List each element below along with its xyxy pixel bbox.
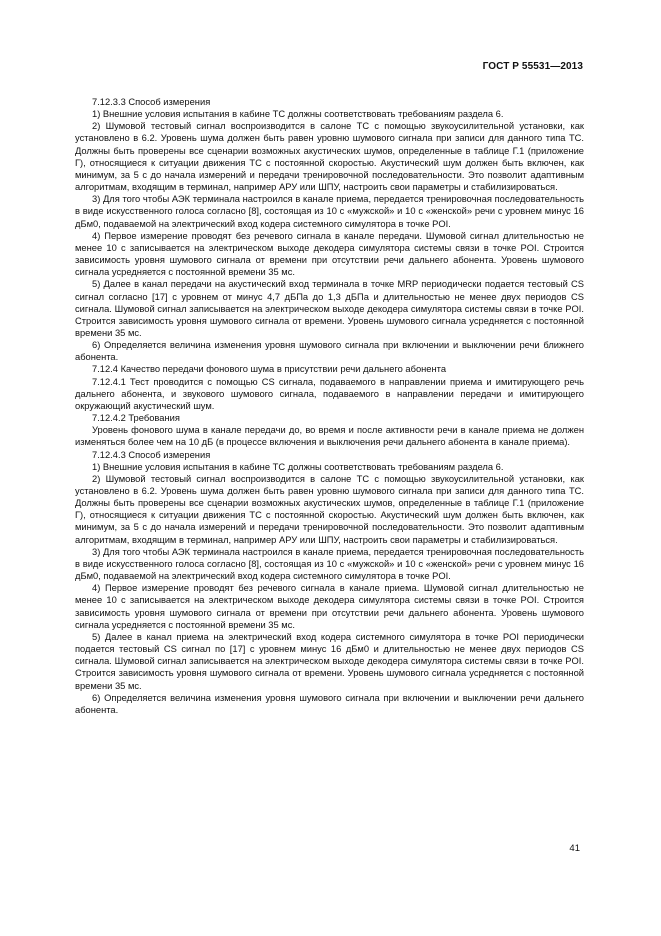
paragraph: 7.12.4.1 Тест проводится с помощью CS сигнала, подаваемого в направлении приема и имитирующего речь дальнего абонента, и звукового шумового сигнала, подаваемого в направлении передачи и имитирующего окружающий акустический шум. [75, 376, 584, 411]
page-number: 41 [569, 843, 580, 854]
paragraph: 2) Шумовой тестовый сигнал воспроизводится в салоне ТС с помощью звукоусилительной установки, как установлено в 6.2. Уровень шума должен быть равен уровню шумового сигнала при записи для данного типа ТС. Должны быть проверены все сценарии возможных акустических шумов, определенные в таблице Г.1 (приложение Г), относящиеся к ситуации движения ТС с постоянной скоростью. Акустический шум должен быть включен, как минимум, за 5 с до начала измерений и передачи тренировочной последовательности. Это позволит адаптивным алгоритмам, входящим в терминал, например АРУ или ШПУ, настроить свои параметры и стабилизироваться. [75, 473, 584, 545]
section-heading: 7.12.4.3 Способ измерения [92, 449, 211, 460]
paragraph: 5) Далее в канал передачи на акустический вход терминала в точке MRP периодически подается тестовый CS сигнал согласно [17] с уровнем от минус 4,7 дБПа до 1,3 дБПа и длительностью не менее двух периодов CS сигнала. Шумовой сигнал записывается на электрическом выходе декодера симулятора системы связи в точке POI. Строится зависимость уровня шумового сигнала от времени. Уровень шумового сигнала усредняется с постоянной времени 35 мс. [75, 279, 584, 338]
body-text [75, 96, 584, 716]
paragraph: 6) Определяется величина изменения уровня шумового сигнала при включении и выключении речи дальнего абонента. [75, 692, 584, 715]
section-heading: 7.12.3.3 Способ измерения [92, 97, 211, 107]
document-id-header: ГОСТ Р 55531—2013 [482, 61, 583, 72]
paragraph: 6) Определяется величина изменения уровня шумового сигнала при включении и выключении речи ближнего абонента. [75, 340, 584, 363]
paragraph: 3) Для того чтобы АЭК терминала настроился в канале приема, передается тренировочная последовательность в виде искусственного голоса согласно [8], состоящая из 10 с «мужской» и 10 с «женской» речи с уровнем минус 16 дБм0, подаваемой на электрический вход кодера системного симулятора в точке POI. [75, 546, 584, 582]
paragraph: 3) Для того чтобы АЭК терминала настроился в канале приема, передается тренировочная последовательность в виде искусственного голоса согласно [8], состоящая из 10 с «мужской» и 10 с «женской» речи с уровнем минус 16 дБм0, подаваемой на электрический вход кодера системного симулятора в точке POI. [75, 194, 584, 229]
paragraph: 1) Внешние условия испытания в кабине ТС должны соответствовать требованиям раздела 6. [92, 109, 504, 120]
section-heading: 7.12.4 Качество передачи фонового шума в присутствии речи дальнего абонента [92, 364, 447, 375]
paragraph: 4) Первое измерение проводят без речевого сигнала в канале передачи. Шумовой сигнал длительностью не менее 10 с записывается на электрическом выходе декодера симулятора системы связи в точке POI. Строится зависимость уровня шумового сигнала от времени при отсутствии речи дальнего абонента. Уровень шумового сигнала усредняется с постоянной времени 35 мс. [75, 230, 584, 278]
section-heading: 7.12.4.2 Требования [92, 413, 180, 424]
paragraph: 4) Первое измерение проводят без речевого сигнала в канале приема. Шумовой сигнал длительностью не менее 10 с записывается на электрическом выходе декодера симулятора системы связи в точке POI. Строится зависимость уровня шумового сигнала от времени при отсутствии речи дальнего абонента. Уровень шумового сигнала усредняется с постоянной времени 35 мс. [75, 583, 584, 630]
paragraph: 2) Шумовой тестовый сигнал воспроизводится в салоне ТС с помощью звукоусилительной установки, как установлено в 6.2. Уровень шума должен быть равен уровню шумового сигнала при записи для данного типа ТС. Должны быть проверены все сценарии возможных акустических шумов, определенные в таблице Г.1 (приложение Г), относящиеся к ситуации движения ТС с постоянной скоростью. Акустический шум должен быть включен, как минимум, за 5 с до начала измерений и передачи тренировочной последовательности. Это позволит адаптивным алгоритмам, входящим в терминал, например АРУ или ШПУ, настроить свои параметры и стабилизироваться. [75, 121, 584, 193]
paragraph: 1) Внешние условия испытания в кабине ТС должны соответствовать требованиям раздела 6. [92, 461, 504, 472]
paragraph: 5) Далее в канал приема на электрический вход кодера системного симулятора в точке POI периодически подается тестовый CS сигнал по [17] с уровнем минус 16 дБм0 и длительностью не менее двух периодов CS сигнала. Шумовой сигнал записывается на электрическом выходе декодера симулятора системы связи в точке POI. Строится зависимость уровня шумового сигнала от времени. Уровень шумового сигнала усредняется с постоянной времени 35 мс. [75, 631, 584, 691]
paragraph: Уровень фонового шума в канале передачи до, во время и после активности речи в канале приема не должен изменяться более чем на 10 дБ (в процессе включения и выключения речи дальнего абонента в канале приема). [75, 425, 584, 448]
